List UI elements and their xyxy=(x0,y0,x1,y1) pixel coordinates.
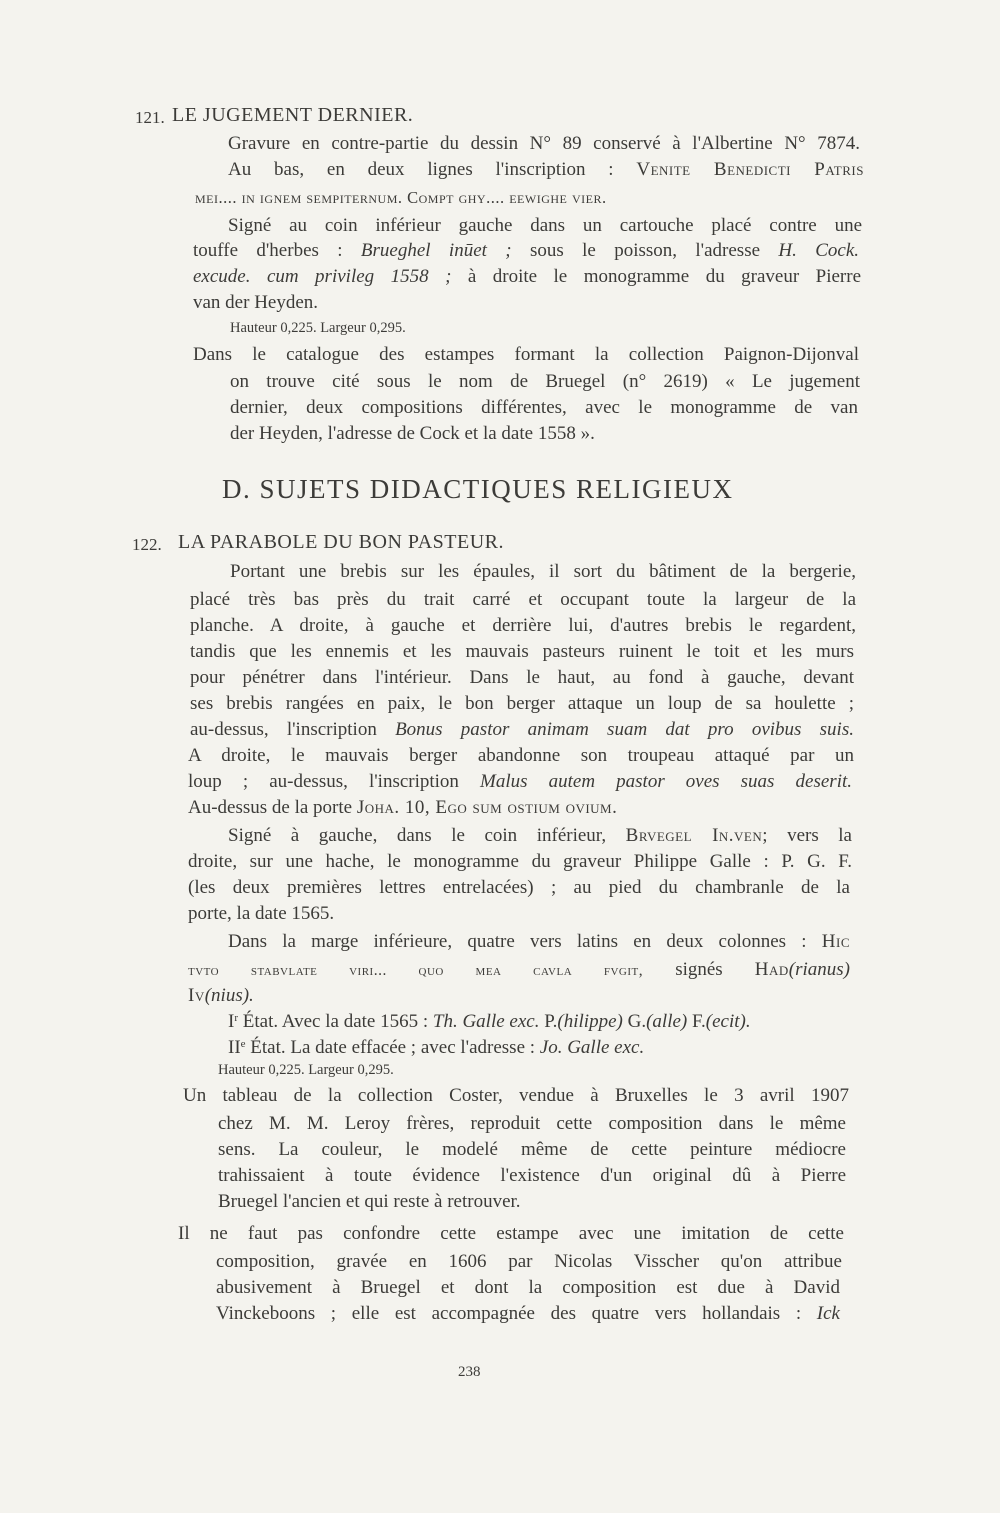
text-line: chez M. M. Leroy frères, reproduit cette composition dans le même xyxy=(218,1113,846,1134)
text-line: Signé à gauche, dans le coin inférieur, Brvegel In.ven; vers la xyxy=(228,825,852,846)
text-line: composition, gravée en 1606 par Nicolas Visscher qu'on attribue xyxy=(216,1251,842,1272)
text-line: sens. La couleur, le modelé même de cette peinture médiocre xyxy=(218,1139,846,1160)
dimensions: Hauteur 0,225. Largeur 0,295. xyxy=(230,320,406,336)
text-line: (les deux premières lettres entrelacées) ; au pied du chambranle de la xyxy=(188,877,850,898)
text-line: Vinckeboons ; elle est accompagnée des quatre vers hollandais : Ick xyxy=(216,1303,840,1324)
text-line: droite, sur une hache, le monogramme du graveur Philippe Galle : P. G. F. xyxy=(188,851,852,872)
text-line: abusivement à Bruegel et dont la composition est due à David xyxy=(216,1277,840,1298)
text-line: Portant une brebis sur les épaules, il sort du bâtiment de la bergerie, xyxy=(230,561,856,582)
text-line: Au-dessus de la porte Joha. 10, Ego sum ostium ovium. xyxy=(188,797,618,818)
text-line: planche. A droite, à gauche et derrière lui, d'autres brebis le regardent, xyxy=(190,615,856,636)
text-line: Dans le catalogue des estampes formant la collection Paignon-Dijonval xyxy=(193,344,859,365)
text-line: tvto stabvlate viri... quo mea cavla fvgit, signés Had(rianus) xyxy=(188,959,851,980)
entry-number: 121. xyxy=(135,108,165,127)
entry-number: 122. xyxy=(132,535,162,554)
text-line: trahissaient à toute évidence l'existence d'un original dû à Pierre xyxy=(218,1165,846,1186)
text-line: Signé au coin inférieur gauche dans un cartouche placé contre une xyxy=(228,215,862,236)
text-line: dernier, deux compositions différentes, avec le monogramme de van xyxy=(230,397,858,418)
text-line: loup ; au-dessus, l'inscription Malus autem pastor oves suas deserit. xyxy=(188,771,853,792)
text-line: Dans la marge inférieure, quatre vers latins en deux colonnes : Hic xyxy=(228,931,850,952)
state-line: $I^r$ État. Avec la date 1565 : Th. Galle exc. P.(hilippe) G.(alle) F.(ecit). xyxy=(228,1011,751,1032)
text-line: van der Heyden. xyxy=(193,292,319,313)
text-line: excude. cum privileg 1558 ; à droite le monogramme du graveur Pierre xyxy=(193,266,861,287)
text-line: Au bas, en deux lignes l'inscription : Venite Benedicti Patris xyxy=(228,159,864,180)
text-line: tandis que les ennemis et les mauvais pasteurs ruinent le toit et les murs xyxy=(190,641,854,662)
entry-title: LE JUGEMENT DERNIER. xyxy=(172,104,414,126)
text-line: mei.... in ignem sempiternum. Compt ghy.... eewighe vier. xyxy=(195,188,607,207)
section-heading: D. SUJETS DIDACTIQUES RELIGIEUX xyxy=(222,474,734,504)
text-line: ses brebis rangées en paix, le bon berger attaque un loup de sa houlette ; xyxy=(190,693,854,714)
dimensions: Hauteur 0,225. Largeur 0,295. xyxy=(218,1062,394,1078)
text-line: pour pénétrer dans l'intérieur. Dans le haut, au fond à gauche, devant xyxy=(190,667,854,688)
text-line: Bruegel l'ancien et qui reste à retrouver. xyxy=(218,1191,521,1212)
text-line: der Heyden, l'adresse de Cock et la date 1558 ». xyxy=(230,423,595,444)
state-line: IIe État. La date effacée ; avec l'adresse : Jo. Galle exc. xyxy=(228,1037,645,1058)
text-line: Un tableau de la collection Coster, vendue à Bruxelles le 3 avril 1907 xyxy=(183,1085,849,1106)
text-line: touffe d'herbes : Brueghel inūet ; sous le poisson, l'adresse H. Cock. xyxy=(193,240,860,261)
text-line: Il ne faut pas confondre cette estampe avec une imitation de cette xyxy=(178,1223,844,1244)
text-line: placé très bas près du trait carré et occupant toute la largeur de la xyxy=(190,589,856,610)
text-line: Gravure en contre-partie du dessin N° 89 conservé à l'Albertine N° 7874. xyxy=(228,133,860,154)
entry-title: LA PARABOLE DU BON PASTEUR. xyxy=(178,531,504,553)
text-line: A droite, le mauvais berger abandonne son troupeau attaqué par un xyxy=(188,745,854,766)
text-line: porte, la date 1565. xyxy=(188,903,335,924)
text-line: on trouve cité sous le nom de Bruegel (n° 2619) « Le jugement xyxy=(230,371,860,392)
page-number: 238 xyxy=(458,1364,481,1380)
text-line: au-dessus, l'inscription Bonus pastor animam suam dat pro ovibus suis. xyxy=(190,719,854,740)
text-line: Iv(nius). xyxy=(188,985,254,1006)
